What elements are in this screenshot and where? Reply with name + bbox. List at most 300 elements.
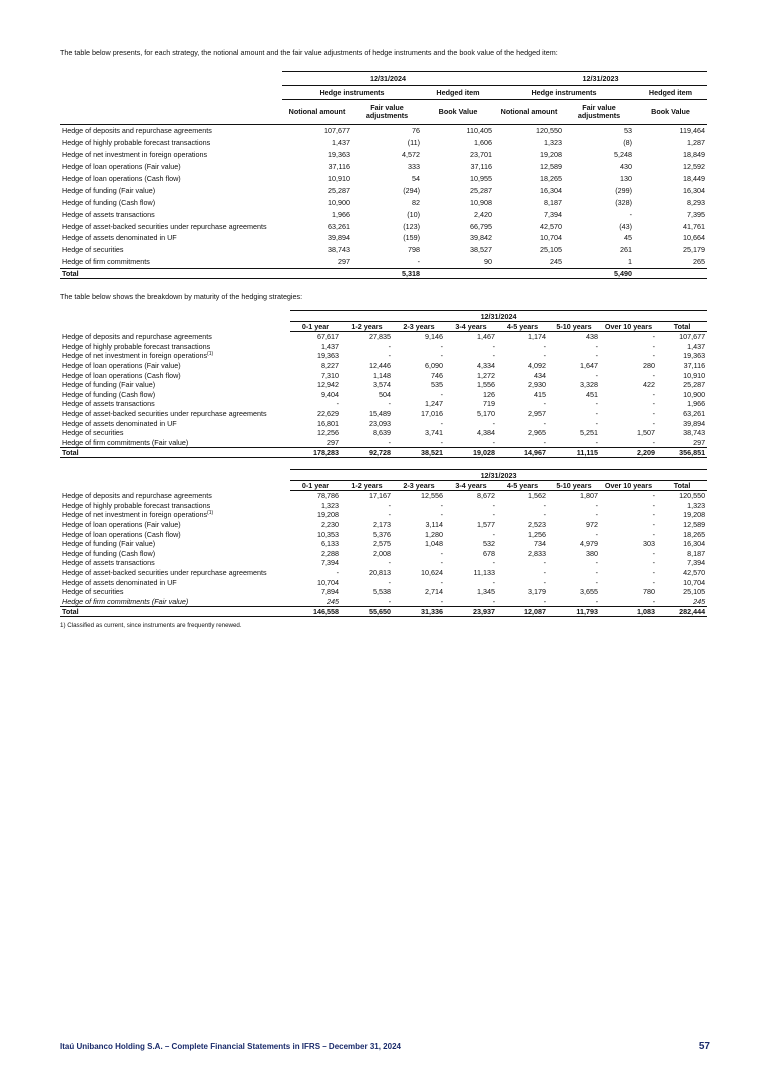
value-cell: 1,148 [373,370,391,380]
column-header: Notional amount [282,100,352,125]
value-cell: 37,116 [683,361,706,371]
row-label [60,520,290,530]
row-label [60,332,290,342]
total-value: 146,558 [290,607,341,617]
value-cell: - [492,437,495,447]
table-row [60,510,707,520]
row-label-text: Hedge of net investment in foreign operations [62,510,208,520]
value-cell: 10,704 [540,233,562,243]
value-cell: 8,187 [687,548,706,558]
value-cell: - [652,332,655,342]
row-label-text: Hedge of highly probable forecast transactions [62,500,211,510]
header-spacer [60,481,290,491]
value-cell: 780 [643,587,655,597]
value-cell: - [652,510,655,520]
row-label: Hedge of loan operations (Fair value) [62,162,181,172]
header-spacer [60,86,282,100]
value-cell: - [595,558,598,568]
value-cell: 1,247 [425,399,443,409]
value-cell: - [388,341,391,351]
value-cell: 78,786 [317,491,339,501]
value-cell: 18,265 [540,174,562,183]
footnote: 1) Classified as current, since instruments are frequently renewed. [60,622,242,629]
value-cell: 1,287 [687,138,705,148]
value-cell: 3,655 [580,587,598,597]
value-cell: - [595,418,598,428]
value-cell: 297 [693,437,706,447]
value-cell: (43) [619,221,632,231]
value-cell: 45 [624,233,632,243]
value-cell: - [543,341,546,351]
value-cell: - [388,558,391,568]
total-value: 14,967 [497,448,548,458]
value-cell: 6,090 [425,361,443,371]
maturity-table-2024 [60,310,707,458]
value-cell: (328) [615,197,632,207]
value-cell: 1,647 [580,361,598,371]
value-cell: 972 [586,520,598,530]
value-cell: 8,672 [477,491,495,501]
value-cell: 16,304 [683,185,705,195]
total-value: 282,444 [657,607,707,617]
table-row [60,568,707,578]
row-label [60,558,290,568]
total-value: 356,851 [657,448,707,458]
value-cell: - [440,577,443,587]
value-cell: 12,942 [317,380,339,390]
value-cell: 7,310 [321,370,339,380]
value-cell: 1,323 [687,500,706,510]
table-row [60,220,707,232]
value-cell: 18,265 [683,529,706,539]
value-cell: 16,304 [683,539,706,549]
value-cell: 438 [586,332,598,342]
value-cell: 10,900 [328,197,350,207]
row-label-text: Hedge of asset-backed securities under repurchase agreements [62,409,267,419]
row-label [60,568,290,578]
value-cell: - [440,548,443,558]
value-cell: 39,894 [683,418,706,428]
row-label: Hedge of funding (Cash flow) [62,197,156,207]
table-row [60,161,707,173]
value-cell: 1,048 [425,539,443,549]
value-cell: 17,016 [421,409,443,419]
value-cell: - [595,510,598,520]
total-value: 23,937 [445,607,497,617]
value-cell: - [543,577,546,587]
maturity-table-2023 [60,469,707,617]
intro-text-notional: The table below presents, for each strategy, the notional amount and the fair value adjustments of hedge instruments and the book value of the hedged item: [60,48,558,57]
column-header: Total [657,322,707,332]
value-cell: - [440,351,443,361]
value-cell: 265 [693,257,705,267]
value-cell: - [652,596,655,606]
column-header: 3-4 years [445,322,497,332]
value-cell: - [595,437,598,447]
value-cell: 7,395 [687,209,705,219]
row-label-text: Hedge of loan operations (Cash flow) [62,529,181,539]
value-cell: 10,908 [470,197,492,207]
row-label-text: Hedge of assets denominated in UF [62,577,177,587]
table-row [60,137,707,149]
value-cell: - [492,341,495,351]
table-row [60,149,707,161]
table-row [60,342,707,352]
value-cell: 37,116 [470,162,492,172]
value-cell: 4,334 [477,361,495,371]
value-cell: 1,272 [477,370,495,380]
value-cell: 1,577 [477,520,495,530]
table-row [60,428,707,438]
value-cell: - [492,529,495,539]
value-cell: (11) [407,138,420,148]
row-label-text: Hedge of asset-backed securities under repurchase agreements [62,568,267,578]
value-cell: 19,363 [683,351,706,361]
value-cell: 10,624 [421,568,443,578]
row-label [60,539,290,549]
value-cell: - [388,399,391,409]
value-cell: 12,589 [540,162,562,172]
value-cell: 3,741 [425,428,443,438]
table-row [60,549,707,559]
footer-company-text: Itaú Unibanco Holding S.A. – Complete Financial Statements in IFRS – December 31, 2024 [60,1042,401,1051]
total-label: Total [60,268,282,278]
value-cell: 9,404 [321,389,339,399]
value-cell: 2,523 [528,520,546,530]
value-cell: 130 [620,174,632,183]
group-header-hedge-instruments: Hedge instruments [494,86,634,100]
table-row [60,438,707,448]
table-row [60,491,707,501]
value-cell: 1,966 [687,399,706,409]
value-cell: 3,328 [580,380,598,390]
value-cell: 10,900 [683,389,706,399]
value-cell: - [543,568,546,578]
value-cell: 10,664 [683,233,705,243]
value-cell: - [543,418,546,428]
value-cell: - [652,500,655,510]
column-header: Fair value adjustments [352,100,422,125]
table-row [60,244,707,256]
row-label-text: Hedge of deposits and repurchase agreements [62,332,212,342]
header-spacer [60,100,282,125]
value-cell: 27,835 [369,332,391,342]
value-cell: 9,146 [425,332,443,342]
total-row [60,448,707,458]
value-cell: 10,353 [317,529,339,539]
table-row [60,256,707,268]
table-row [60,597,707,607]
column-header: 5-10 years [548,322,600,332]
row-label-text: Hedge of funding (Cash flow) [62,389,156,399]
value-cell: 2,008 [373,548,391,558]
value-cell: - [440,500,443,510]
value-cell: 280 [643,361,655,371]
value-cell: (8) [623,138,632,148]
value-cell: 2,714 [425,587,443,597]
value-cell: 42,570 [683,568,706,578]
table-row [60,361,707,371]
value-cell: - [388,351,391,361]
value-cell: 10,955 [470,174,492,183]
total-value: 12,087 [497,607,548,617]
value-cell: 126 [483,389,495,399]
row-label: Hedge of firm commitments [62,257,150,267]
value-cell: 19,363 [317,351,339,361]
value-cell: 4,572 [402,150,420,160]
value-cell: - [492,351,495,361]
value-cell: 380 [586,548,598,558]
footnote-marker: (1) [207,510,214,517]
value-cell: 7,394 [687,558,706,568]
table-row [60,332,707,342]
table-row [60,409,707,419]
table-row [60,539,707,549]
value-cell: 1,345 [477,587,495,597]
value-cell: - [652,389,655,399]
value-cell: 23,093 [369,418,391,428]
value-cell: 19,208 [683,510,706,520]
value-cell: - [652,409,655,419]
value-cell: - [595,577,598,587]
value-cell: 532 [483,539,495,549]
row-label-text: Hedge of highly probable forecast transactions [62,341,211,351]
total-value: 55,650 [341,607,393,617]
value-cell: 82 [412,197,420,207]
value-cell: - [440,341,443,351]
row-label: Hedge of assets denominated in UF [62,233,177,243]
value-cell: - [595,409,598,419]
value-cell: - [492,510,495,520]
value-cell: 25,287 [328,185,350,195]
column-header: Over 10 years [600,322,657,332]
row-label [60,351,290,361]
value-cell: 12,589 [683,520,706,530]
row-label [60,399,290,409]
value-cell: 1,323 [321,500,339,510]
value-cell: 5,251 [580,428,598,438]
value-cell: 1,437 [321,341,339,351]
row-label-text: Hedge of firm commitments (Fair value) [62,437,189,447]
column-header: 5-10 years [548,481,600,491]
row-label-text: Hedge of loan operations (Cash flow) [62,370,181,380]
value-cell: 2,833 [528,548,546,558]
total-cell [494,268,564,278]
value-cell: 18,849 [683,150,705,160]
row-label: Hedge of asset-backed securities under repurchase agreements [62,221,267,231]
column-header: 4-5 years [497,481,548,491]
total-cell [634,268,707,278]
value-cell: - [440,418,443,428]
value-cell: 42,570 [540,221,562,231]
row-label [60,361,290,371]
column-header: 1-2 years [341,322,393,332]
value-cell: 297 [338,257,350,267]
table-row [60,587,707,597]
value-cell: 90 [484,257,492,267]
row-label [60,370,290,380]
value-cell: - [492,418,495,428]
value-cell: - [652,399,655,409]
value-cell: 37,116 [328,162,350,172]
value-cell: - [388,577,391,587]
value-cell: 746 [431,370,443,380]
value-cell: 504 [379,389,391,399]
row-label: Hedge of securities [62,245,124,255]
group-header-hedge-instruments: Hedge instruments [282,86,422,100]
value-cell: (294) [403,185,420,195]
row-label-text: Hedge of loan operations (Fair value) [62,520,181,530]
total-value: 19,028 [445,448,497,458]
group-header-hedged-item: Hedged item [634,86,707,100]
value-cell: - [652,577,655,587]
value-cell: 7,394 [321,558,339,568]
value-cell: - [492,577,495,587]
value-cell: - [595,399,598,409]
value-cell: 535 [431,380,443,390]
value-cell: - [388,510,391,520]
value-cell: (299) [615,185,632,195]
value-cell: - [543,596,546,606]
value-cell: 4,092 [528,361,546,371]
value-cell: 1,323 [544,138,562,148]
value-cell: 11,133 [473,568,495,578]
row-label [60,510,290,520]
value-cell: 678 [483,548,495,558]
value-cell: 1,556 [477,380,495,390]
value-cell: 297 [327,437,339,447]
value-cell: 17,167 [369,491,391,501]
value-cell: 120,550 [536,126,562,136]
value-cell: 10,910 [328,174,350,183]
value-cell: 25,105 [540,245,562,255]
row-label-text: Hedge of securities [62,428,124,438]
row-label-text: Hedge of securities [62,587,124,597]
value-cell: 54 [412,174,420,183]
value-cell: - [388,500,391,510]
table-row [60,418,707,428]
row-label-text: Hedge of funding (Fair value) [62,380,156,390]
value-cell: 1,606 [474,138,492,148]
table-row [60,196,707,208]
row-label [60,587,290,597]
row-label-text: Hedge of funding (Fair value) [62,539,156,549]
row-label [60,418,290,428]
value-cell: 3,114 [425,520,443,530]
value-cell: - [440,437,443,447]
value-cell: 1,507 [637,428,655,438]
value-cell: 430 [620,162,632,172]
value-cell: 12,446 [369,361,391,371]
table-row [60,370,707,380]
row-label: Hedge of highly probable forecast transactions [62,138,211,148]
row-label-text: Hedge of assets transactions [62,399,155,409]
value-cell: 25,105 [683,587,706,597]
hedge-notional-table [60,71,707,279]
column-header: Over 10 years [600,481,657,491]
value-cell: - [652,351,655,361]
value-cell: 16,304 [540,185,562,195]
value-cell: 4,979 [580,539,598,549]
total-value: 178,283 [290,448,341,458]
value-cell: 38,527 [470,245,492,255]
row-label-text: Hedge of firm commitments (Fair value) [62,596,189,606]
value-cell: 20,813 [369,568,391,578]
total-row [60,607,707,617]
row-label: Hedge of assets transactions [62,209,155,219]
value-cell: 2,288 [321,548,339,558]
total-fair-value-2023: 5,490 [564,268,634,278]
value-cell: 7,894 [321,587,339,597]
intro-text-maturity: The table below shows the breakdown by maturity of the hedging strategies: [60,292,303,301]
group-header-hedged-item: Hedged item [422,86,494,100]
value-cell: 38,743 [683,428,706,438]
value-cell: 245 [693,596,706,606]
value-cell: - [440,389,443,399]
table-row [60,173,707,185]
value-cell: 10,704 [683,577,706,587]
row-label: Hedge of net investment in foreign operations [62,150,208,160]
table-row [60,125,707,137]
value-cell: 120,550 [679,491,706,501]
value-cell: 41,761 [683,221,705,231]
value-cell: 67,617 [317,332,339,342]
value-cell: 1,562 [528,491,546,501]
value-cell: 1,966 [332,209,350,219]
value-cell: - [652,548,655,558]
value-cell: 76 [412,126,420,136]
value-cell: 2,575 [373,539,391,549]
value-cell: 1 [628,257,632,267]
value-cell: 303 [643,539,655,549]
row-label-text: Hedge of funding (Cash flow) [62,548,156,558]
value-cell: - [543,351,546,361]
value-cell: 2,420 [474,209,492,219]
table-row [60,208,707,220]
table-row [60,351,707,361]
value-cell: (123) [403,221,420,231]
value-cell: - [595,370,598,380]
header-spacer [60,470,290,481]
value-cell: 8,227 [321,361,339,371]
table-row [60,577,707,587]
value-cell: 333 [408,162,420,172]
total-label: Total [60,607,290,617]
value-cell: 39,894 [328,233,350,243]
total-value: 1,083 [600,607,657,617]
period-header-2023: 12/31/2023 [290,470,707,481]
value-cell: 719 [483,399,495,409]
column-header: 0-1 year [290,322,341,332]
value-cell: 734 [534,539,546,549]
value-cell: 5,376 [373,529,391,539]
value-cell: (159) [403,233,420,243]
value-cell: - [652,418,655,428]
value-cell: 10,910 [683,370,706,380]
value-cell: (10) [407,209,420,219]
column-header: Book Value [422,100,494,125]
row-label [60,549,290,559]
value-cell: 53 [624,126,632,136]
value-cell: 2,173 [373,520,391,530]
column-header: Fair value adjustments [564,100,634,125]
table-row [60,232,707,244]
value-cell: - [595,568,598,578]
row-label [60,428,290,438]
value-cell: - [543,558,546,568]
value-cell: - [440,558,443,568]
total-value: 92,728 [341,448,393,458]
